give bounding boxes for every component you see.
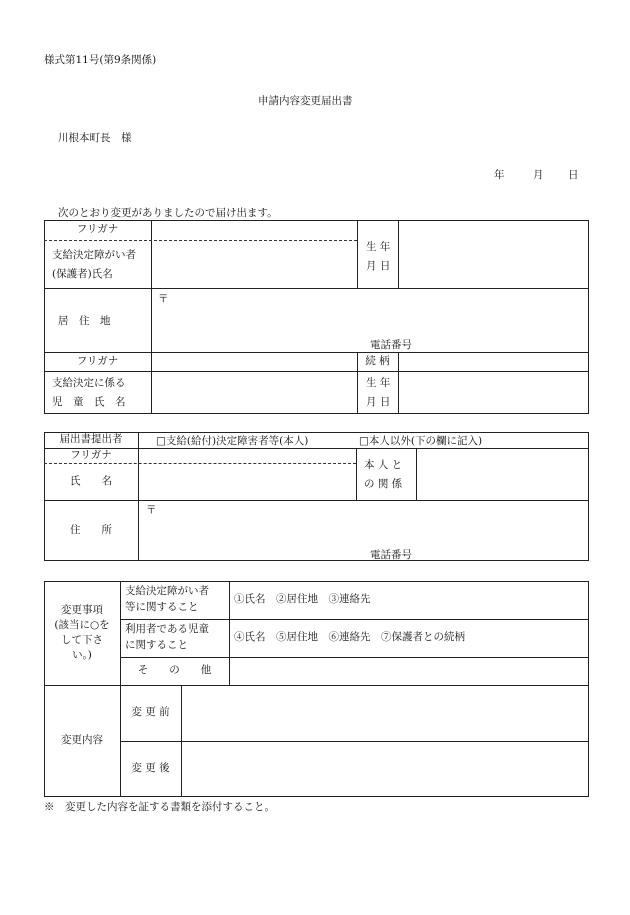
date-month-label: 月 [533, 169, 544, 181]
submitter-label: 届出書提出者 [59, 433, 123, 446]
applicant-name-label: 支給決定障がい者 (保護者)氏名 [52, 249, 136, 281]
change-content-label: 変更内容 [61, 734, 103, 747]
submitter-address-label: 住 所 [70, 523, 112, 536]
child-birthdate-label: 生 年 月 日 [366, 377, 391, 409]
submitter-option-self[interactable]: □支給(給付)決定障害者等(本人) [156, 435, 309, 447]
child-name-label: 支給決定に係る 児 童 氏 名 [52, 377, 126, 409]
footnote: ※ 変更した内容を証する書類を添付すること。 [44, 801, 275, 813]
addressee: 川根本町長 様 [58, 132, 132, 144]
change-row2-options[interactable]: ④氏名 ⑤居住地 ⑥連絡先 ⑦保護者との続柄 [234, 631, 465, 644]
change-before-label: 変 更 前 [131, 706, 170, 719]
change-row1-label: 支給決定障がい者 等に関すること [125, 585, 209, 613]
postal-mark: 〒 [158, 293, 169, 305]
date-day-label: 日 [568, 169, 579, 181]
page-title: 申請内容変更届出書 [258, 95, 353, 107]
change-row2-label: 利用者である児童 に関すること [125, 623, 209, 651]
change-row1-options[interactable]: ①氏名 ②居住地 ③連絡先 [234, 593, 371, 606]
phone-label: 電話番号 [370, 339, 412, 351]
submitter-relation-label: 本 人 と の 関 係 [364, 459, 403, 491]
submitter-name-label: 氏 名 [70, 474, 112, 487]
form-number: 様式第11号(第9条関係) [44, 54, 157, 66]
submitter-phone-label: 電話番号 [370, 549, 412, 561]
change-after-label: 変 更 後 [131, 762, 170, 775]
relationship-label: 続 柄 [365, 354, 390, 367]
residence-label: 居 住 地 [58, 315, 111, 327]
furigana-label: フリガナ [76, 223, 119, 236]
submitter-furigana-label: フリガナ [70, 448, 112, 461]
intro-text: 次のとおり変更がありましたので届け出ます。 [58, 207, 278, 219]
furigana-label-2: フリガナ [76, 354, 119, 367]
date-year-label: 年 [494, 169, 505, 181]
change-items-label: 変更事項 (該当に○を して下さ い。) [54, 603, 110, 662]
change-row3-label: そ の 他 [137, 664, 212, 677]
birthdate-label: 生 年 月 日 [366, 241, 391, 273]
submitter-postal-mark: 〒 [146, 504, 157, 516]
submitter-option-other[interactable]: □本人以外(下の欄に記入) [359, 435, 483, 447]
